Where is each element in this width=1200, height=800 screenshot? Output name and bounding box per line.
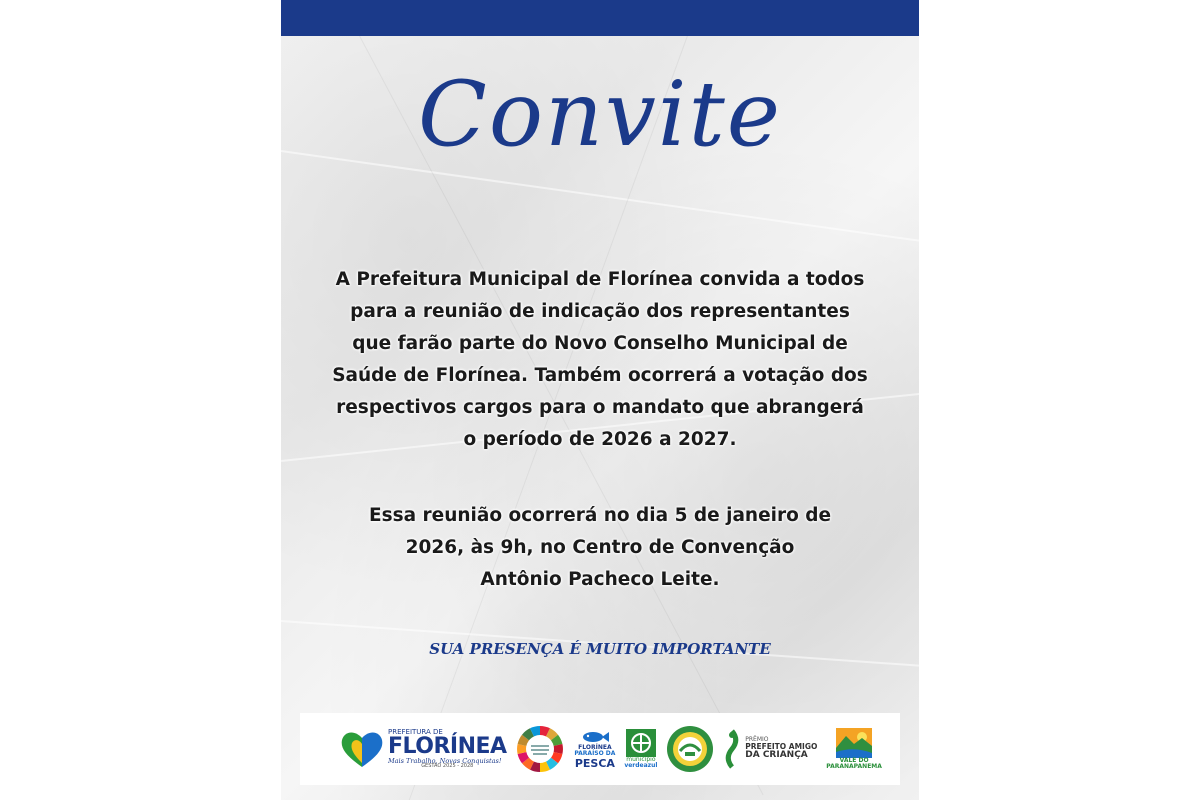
- text-line: para a reunião de indicação dos representantes: [350, 301, 850, 322]
- text-line: A Prefeitura Municipal de Florínea convida a todos: [335, 269, 865, 290]
- text-line: que farão parte do Novo Conselho Municipal de: [352, 333, 848, 354]
- verdeazul-line1: município: [626, 755, 656, 763]
- florinea-name: FLORÍNEA: [388, 733, 507, 759]
- seal-icon: [666, 725, 714, 773]
- invitation-poster: [281, 0, 919, 800]
- paraiso-da-pesca-logo: [574, 729, 615, 769]
- landscape-icon: [836, 728, 872, 758]
- crianca-line2: PREFEITO AMIGO: [745, 742, 818, 752]
- florinea-slogan: Mais Trabalho, Novas Conquistas!: [388, 756, 502, 765]
- sponsor-logo-strip: [300, 713, 900, 785]
- heart-icon: [340, 729, 384, 769]
- vale-line1: VALE DO: [839, 756, 869, 764]
- top-banner: [281, 0, 919, 36]
- text-line: Saúde de Florínea. Também ocorrerá a votação dos: [332, 365, 868, 386]
- sdg-wheel-icon: [515, 724, 565, 774]
- tagline: SUA PRESENÇA É MUITO IMPORTANTE: [429, 640, 771, 658]
- text-line: o período de 2026 a 2027.: [463, 429, 737, 450]
- florinea-logo: [340, 729, 507, 770]
- crianca-line1: PRÊMIO: [745, 736, 769, 744]
- crianca-line3: DA CRIANÇA: [745, 750, 808, 761]
- pesca-line3: PESCA: [574, 756, 615, 770]
- invitation-paragraph: [295, 264, 905, 456]
- pesca-line2: PARAÍSO DA: [574, 750, 616, 758]
- meeting-details-paragraph: [295, 500, 905, 596]
- sdg-wheel-logo: [515, 724, 565, 774]
- vale-do-paranapanema-logo: [826, 728, 882, 771]
- verdeazul-logo: [624, 729, 657, 770]
- pesca-line1: FLORÍNEA: [578, 743, 612, 751]
- florinea-years: GESTÃO 2025 - 2028: [421, 763, 474, 770]
- page-title: Convite: [417, 62, 783, 167]
- fish-icon: [580, 729, 610, 745]
- florinea-prefix: PREFEITURA DE: [388, 727, 443, 736]
- text-line: respectivos cargos para o mandato que abrangerá: [336, 397, 864, 418]
- vale-line2: PARANAPANEMA: [826, 763, 882, 770]
- text-line: Antônio Pacheco Leite.: [480, 569, 720, 590]
- child-award-icon: [723, 729, 741, 769]
- verdeazul-icon: [626, 729, 656, 757]
- amigo-da-crianca-logo: [723, 729, 817, 769]
- text-line: Essa reunião ocorrerá no dia 5 de janeiro de: [368, 505, 832, 526]
- text-line: 2026, às 9h, no Centro de Convenção: [405, 537, 795, 558]
- green-seal-logo: [666, 725, 714, 773]
- verdeazul-line2: verdeazul: [624, 762, 658, 769]
